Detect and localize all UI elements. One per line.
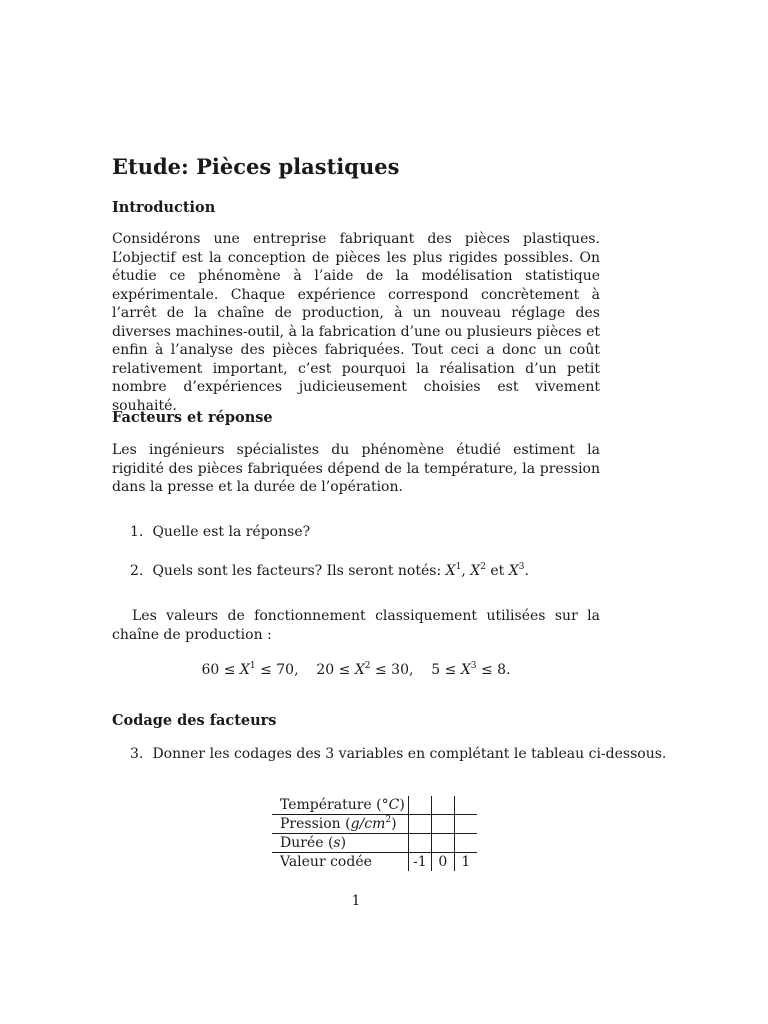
question-3-text: Donner les codages des 3 variables en complétant le tableau ci-dessous. xyxy=(152,746,667,762)
section-heading-facteurs: Facteurs et réponse xyxy=(112,409,273,426)
question-2: 2. Quels sont les facteurs? Ils seront notés: $X^1$, $X^2$ et $X^3$. xyxy=(130,562,529,579)
question-3-number: 3. xyxy=(130,746,144,762)
question-1-number: 1. xyxy=(130,524,144,540)
coded-value-cell: -1 xyxy=(408,853,431,872)
coded-value-cell: 0 xyxy=(431,853,454,872)
table-cell xyxy=(431,815,454,834)
table-row xyxy=(272,853,477,872)
table-cell xyxy=(408,815,431,834)
coded-value-label: Valeur codée xyxy=(272,853,408,872)
coded-value-cell: 1 xyxy=(454,853,477,872)
var-x3: $X^3$ xyxy=(508,562,525,579)
page-number: 1 xyxy=(351,893,361,909)
table-cell xyxy=(454,834,477,853)
section-heading-codage: Codage des facteurs xyxy=(112,712,277,729)
table-cell xyxy=(454,815,477,834)
section-heading-introduction: Introduction xyxy=(112,199,216,216)
facteurs-paragraph: Les ingénieurs spécialistes du phénomène étudié estiment la rigidité des pièces fabriquées dépend de la température, la pression dans la presse et la durée de l’opération. xyxy=(112,442,600,495)
question-2-text: Quels sont les facteurs? Ils seront notés: xyxy=(152,563,442,579)
question-2-number: 2. xyxy=(130,563,144,579)
table-row xyxy=(272,834,477,853)
pression-label: Pression $(g/cm^2)$ xyxy=(272,815,408,834)
duree-label: Durée (s) xyxy=(272,834,408,853)
table-cell xyxy=(408,796,431,815)
introduction-paragraph: Considérons une entreprise fabriquant des pièces plastiques. L’objectif est la conception de pièces les plus rigides possibles. On étudie ce phénomène à l’aide de la modélisation statistique expérimentale. Chaque expérience correspond concrètement à l’arrêt de la chaîne de production, à un nouveau réglage des diverses machines-outil, à la fabrication d’une ou plusieurs pièces et enfin à l’analyse des pièces fabriquées. Tout ceci a donc un coût relativement important, c’est pourquoi la réalisation d’un petit nombre d’expériences judicieusement choisies est vivement souhaité. xyxy=(112,231,600,414)
valeurs-paragraph: Les valeurs de fonctionnement classiquement utilisées sur la chaîne de production : xyxy=(112,608,600,643)
range-equation: $60 \le X^1 \le 70$, $20 \le X^2 \le 30$, $5 \le X^3 \le 8$. xyxy=(201,661,511,678)
table-row xyxy=(272,796,477,815)
var-x1: $X^1$ xyxy=(445,562,462,579)
table-cell xyxy=(431,834,454,853)
temperature-label: Température (°C) xyxy=(280,797,405,813)
table-cell xyxy=(454,796,477,815)
table-cell xyxy=(408,834,431,853)
table-cell xyxy=(431,796,454,815)
question-1-text: Quelle est la réponse? xyxy=(152,524,311,540)
document-title: Etude: Pièces plastiques xyxy=(112,154,400,179)
question-3 xyxy=(130,745,666,764)
var-x2: $X^2$ xyxy=(470,562,486,579)
question-1 xyxy=(130,523,310,542)
codage-table xyxy=(272,796,477,871)
table-row xyxy=(272,815,477,834)
